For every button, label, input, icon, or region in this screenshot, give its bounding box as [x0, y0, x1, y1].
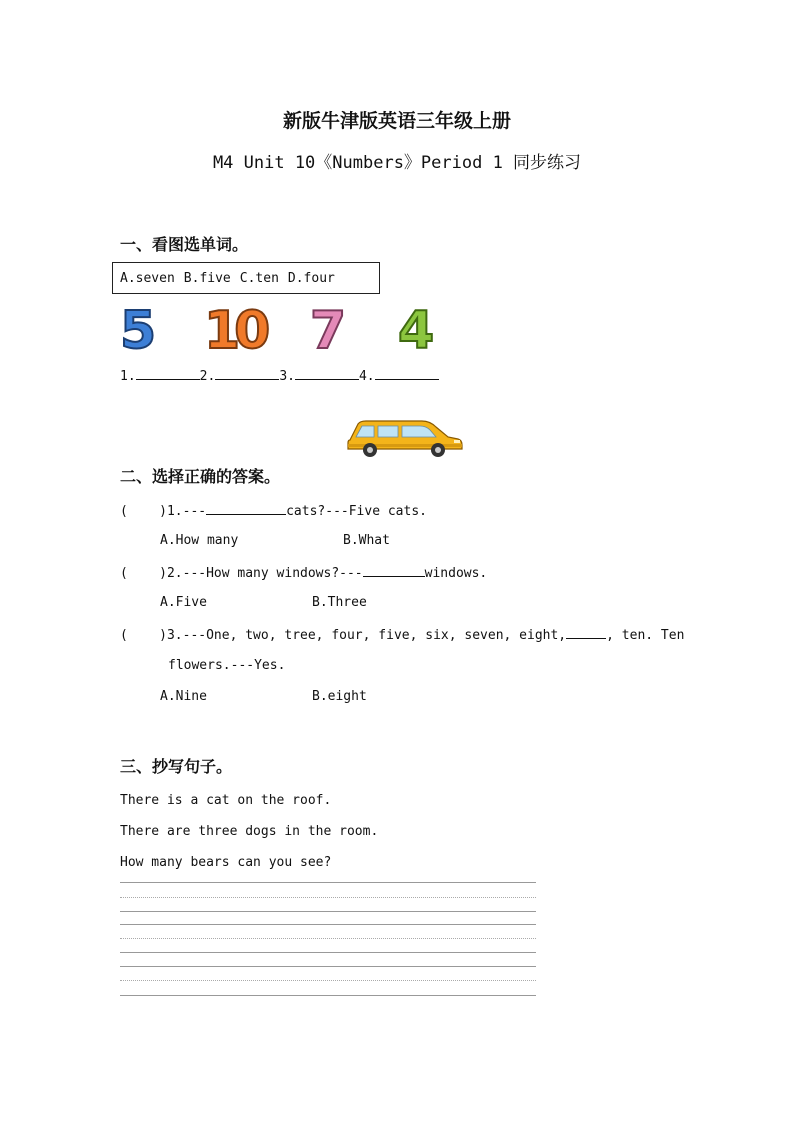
question-1-blank[interactable]	[206, 502, 286, 515]
word-options-box	[112, 262, 380, 294]
copy-sentence-2: There are three dogs in the room.	[120, 824, 379, 839]
question-1-option-a: A.How many	[160, 533, 239, 548]
copy-sentence-3: How many bears can you see?	[120, 855, 332, 870]
car-icon	[344, 418, 466, 458]
svg-text:4: 4	[398, 301, 435, 358]
writing-line[interactable]	[120, 911, 536, 912]
writing-guide-line	[120, 980, 536, 981]
question-2-option-a: A.Five	[160, 595, 207, 610]
section3-heading: 三、抄写句子。	[120, 757, 233, 776]
question-2-blank[interactable]	[363, 564, 425, 577]
writing-line[interactable]	[120, 995, 536, 996]
writing-line[interactable]	[120, 952, 536, 953]
answer-blank-2[interactable]	[215, 367, 279, 380]
writing-line[interactable]	[120, 924, 536, 925]
writing-line[interactable]	[120, 882, 536, 883]
question-3-continuation: flowers.---Yes.	[168, 658, 286, 673]
digit-10-picture	[204, 301, 268, 358]
answer-paren-3[interactable]: ( )	[120, 628, 167, 643]
digit-7-picture	[310, 301, 346, 358]
writing-line[interactable]	[120, 966, 536, 967]
svg-text:7: 7	[310, 301, 347, 358]
page-title: 新版牛津版英语三年级上册	[282, 110, 511, 132]
writing-guide-line	[120, 938, 536, 939]
question-2-option-b: B.Three	[312, 595, 367, 610]
question-3-option-a: A.Nine	[160, 689, 207, 704]
question-2: ( )2.---How many windows?--- windows.	[120, 566, 488, 581]
answer-paren-1[interactable]: ( )	[120, 504, 167, 519]
option-b: B.five	[183, 270, 231, 286]
option-c: C.ten	[239, 270, 279, 286]
question-3-option-b: B.eight	[312, 689, 367, 704]
option-d: D.four	[287, 270, 335, 286]
answer-blank-3[interactable]	[295, 367, 359, 380]
number-pictures	[112, 298, 452, 358]
digit-4-picture	[398, 301, 434, 358]
answer-blank-4[interactable]	[375, 367, 439, 380]
copy-sentence-1: There is a cat on the roof.	[120, 793, 332, 808]
question-1-option-b: B.What	[343, 533, 390, 548]
section2-heading: 二、选择正确的答案。	[120, 467, 281, 486]
option-a: A.seven	[120, 270, 175, 286]
answer-blank-1[interactable]	[136, 367, 200, 380]
picture-answer-row: 1. 2. 3. 4.	[120, 367, 439, 384]
page-subtitle: M4 Unit 10《Numbers》Period 1 同步练习	[212, 153, 582, 173]
question-1: ( )1.--- cats?---Five cats.	[120, 504, 427, 519]
question-3: ( )3.---One, two, tree, four, five, six, seven, eight, , ten. Ten	[120, 628, 685, 643]
answer-paren-2[interactable]: ( )	[120, 566, 167, 581]
section1-heading: 一、看图选单词。	[120, 235, 249, 254]
svg-text:5: 5	[120, 301, 157, 358]
writing-guide-line	[120, 897, 536, 898]
digit-5-picture	[120, 301, 156, 358]
question-3-blank[interactable]	[566, 626, 606, 639]
svg-text:10: 10	[204, 301, 265, 358]
